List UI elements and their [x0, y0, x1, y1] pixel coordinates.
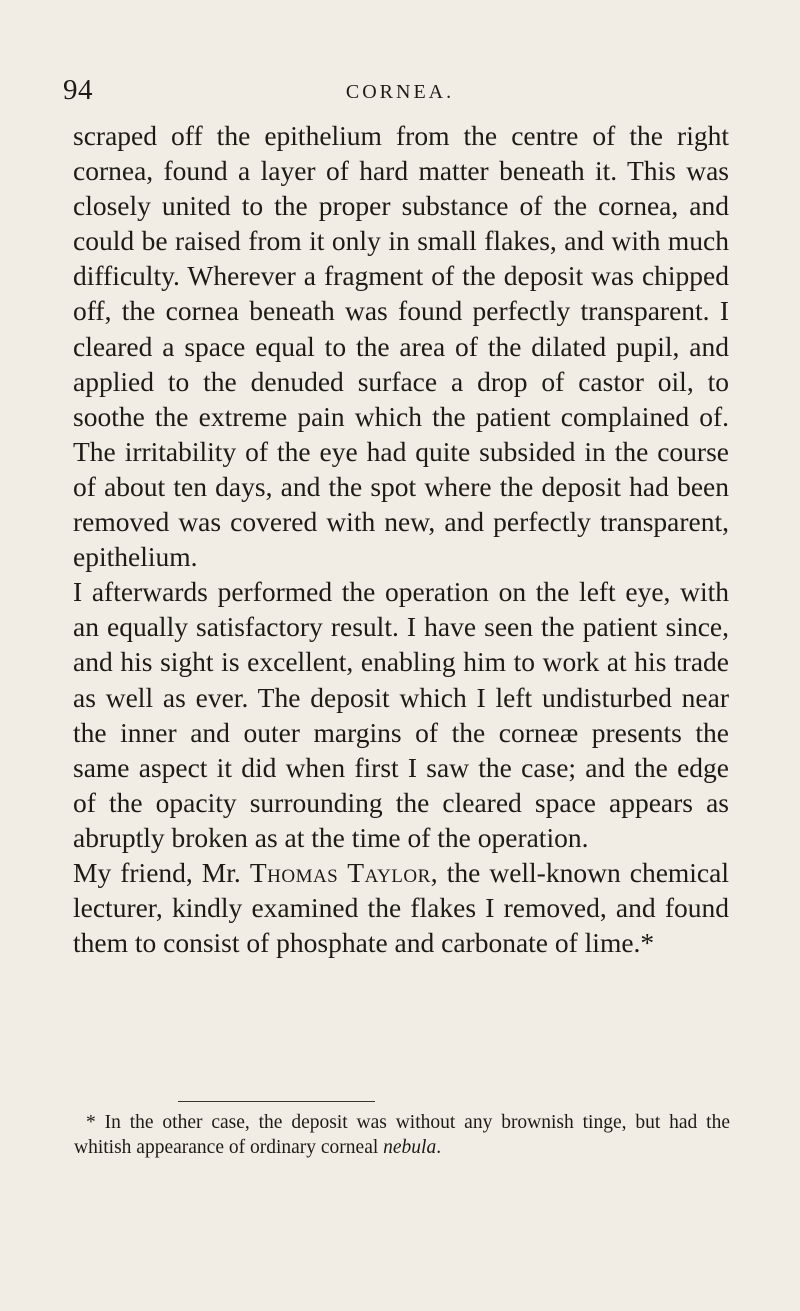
paragraph-3-lead: My friend, Mr. [73, 856, 250, 888]
person-name: Thomas Taylor [249, 856, 431, 888]
paragraph-1: scraped off the epithelium from the centre of the right cornea, found a layer of hard matter beneath it. This was closely united to the proper substance of the cornea, and could be raised from it only in small flakes, and with much difficulty. Wherever a fragment of the deposit was chipped off, the cornea beneath was found perfectly transparent. I cleared a space equal to the area of the dilated pupil, and applied to the denuded surface a drop of castor oil, to soothe the extreme pain which the patient complained of. The irritability of the eye had quite subsided in the course of about ten days, and the spot where the deposit had been removed was covered with new, and perfectly transparent, epithelium. [73, 120, 729, 573]
paragraph-2: I afterwards performed the operation on the left eye, with an equally satisfactory result. I have seen the patient since, and his sight is excellent, enabling him to work at his trade as well as ever. The deposit which I left undisturbed near the inner and outer margins of the corneæ presents the same aspect it did when first I saw the case; and the edge of the opacity surrounding the cleared space appears as abruptly broken as at the time of the operation. [73, 576, 729, 853]
footnote-text: * In the other case, the deposit was without any brownish tinge, but had the whitish appearance of ordinary corneal [74, 1112, 730, 1158]
footnote-italic-term: nebula [383, 1137, 437, 1158]
running-title: CORNEA. [345, 81, 455, 103]
footnote-end: . [436, 1137, 442, 1158]
paragraph-3-rest: , the well-known chemical lecturer, kindly examined the flakes I removed, and found them to consist of phosphate and carbonate of lime.* [73, 856, 729, 959]
page-number: 94 [63, 74, 93, 106]
footnote-divider [178, 1101, 375, 1102]
paragraph-3 [73, 855, 729, 960]
footnote [74, 1110, 730, 1160]
body-text [73, 118, 729, 960]
